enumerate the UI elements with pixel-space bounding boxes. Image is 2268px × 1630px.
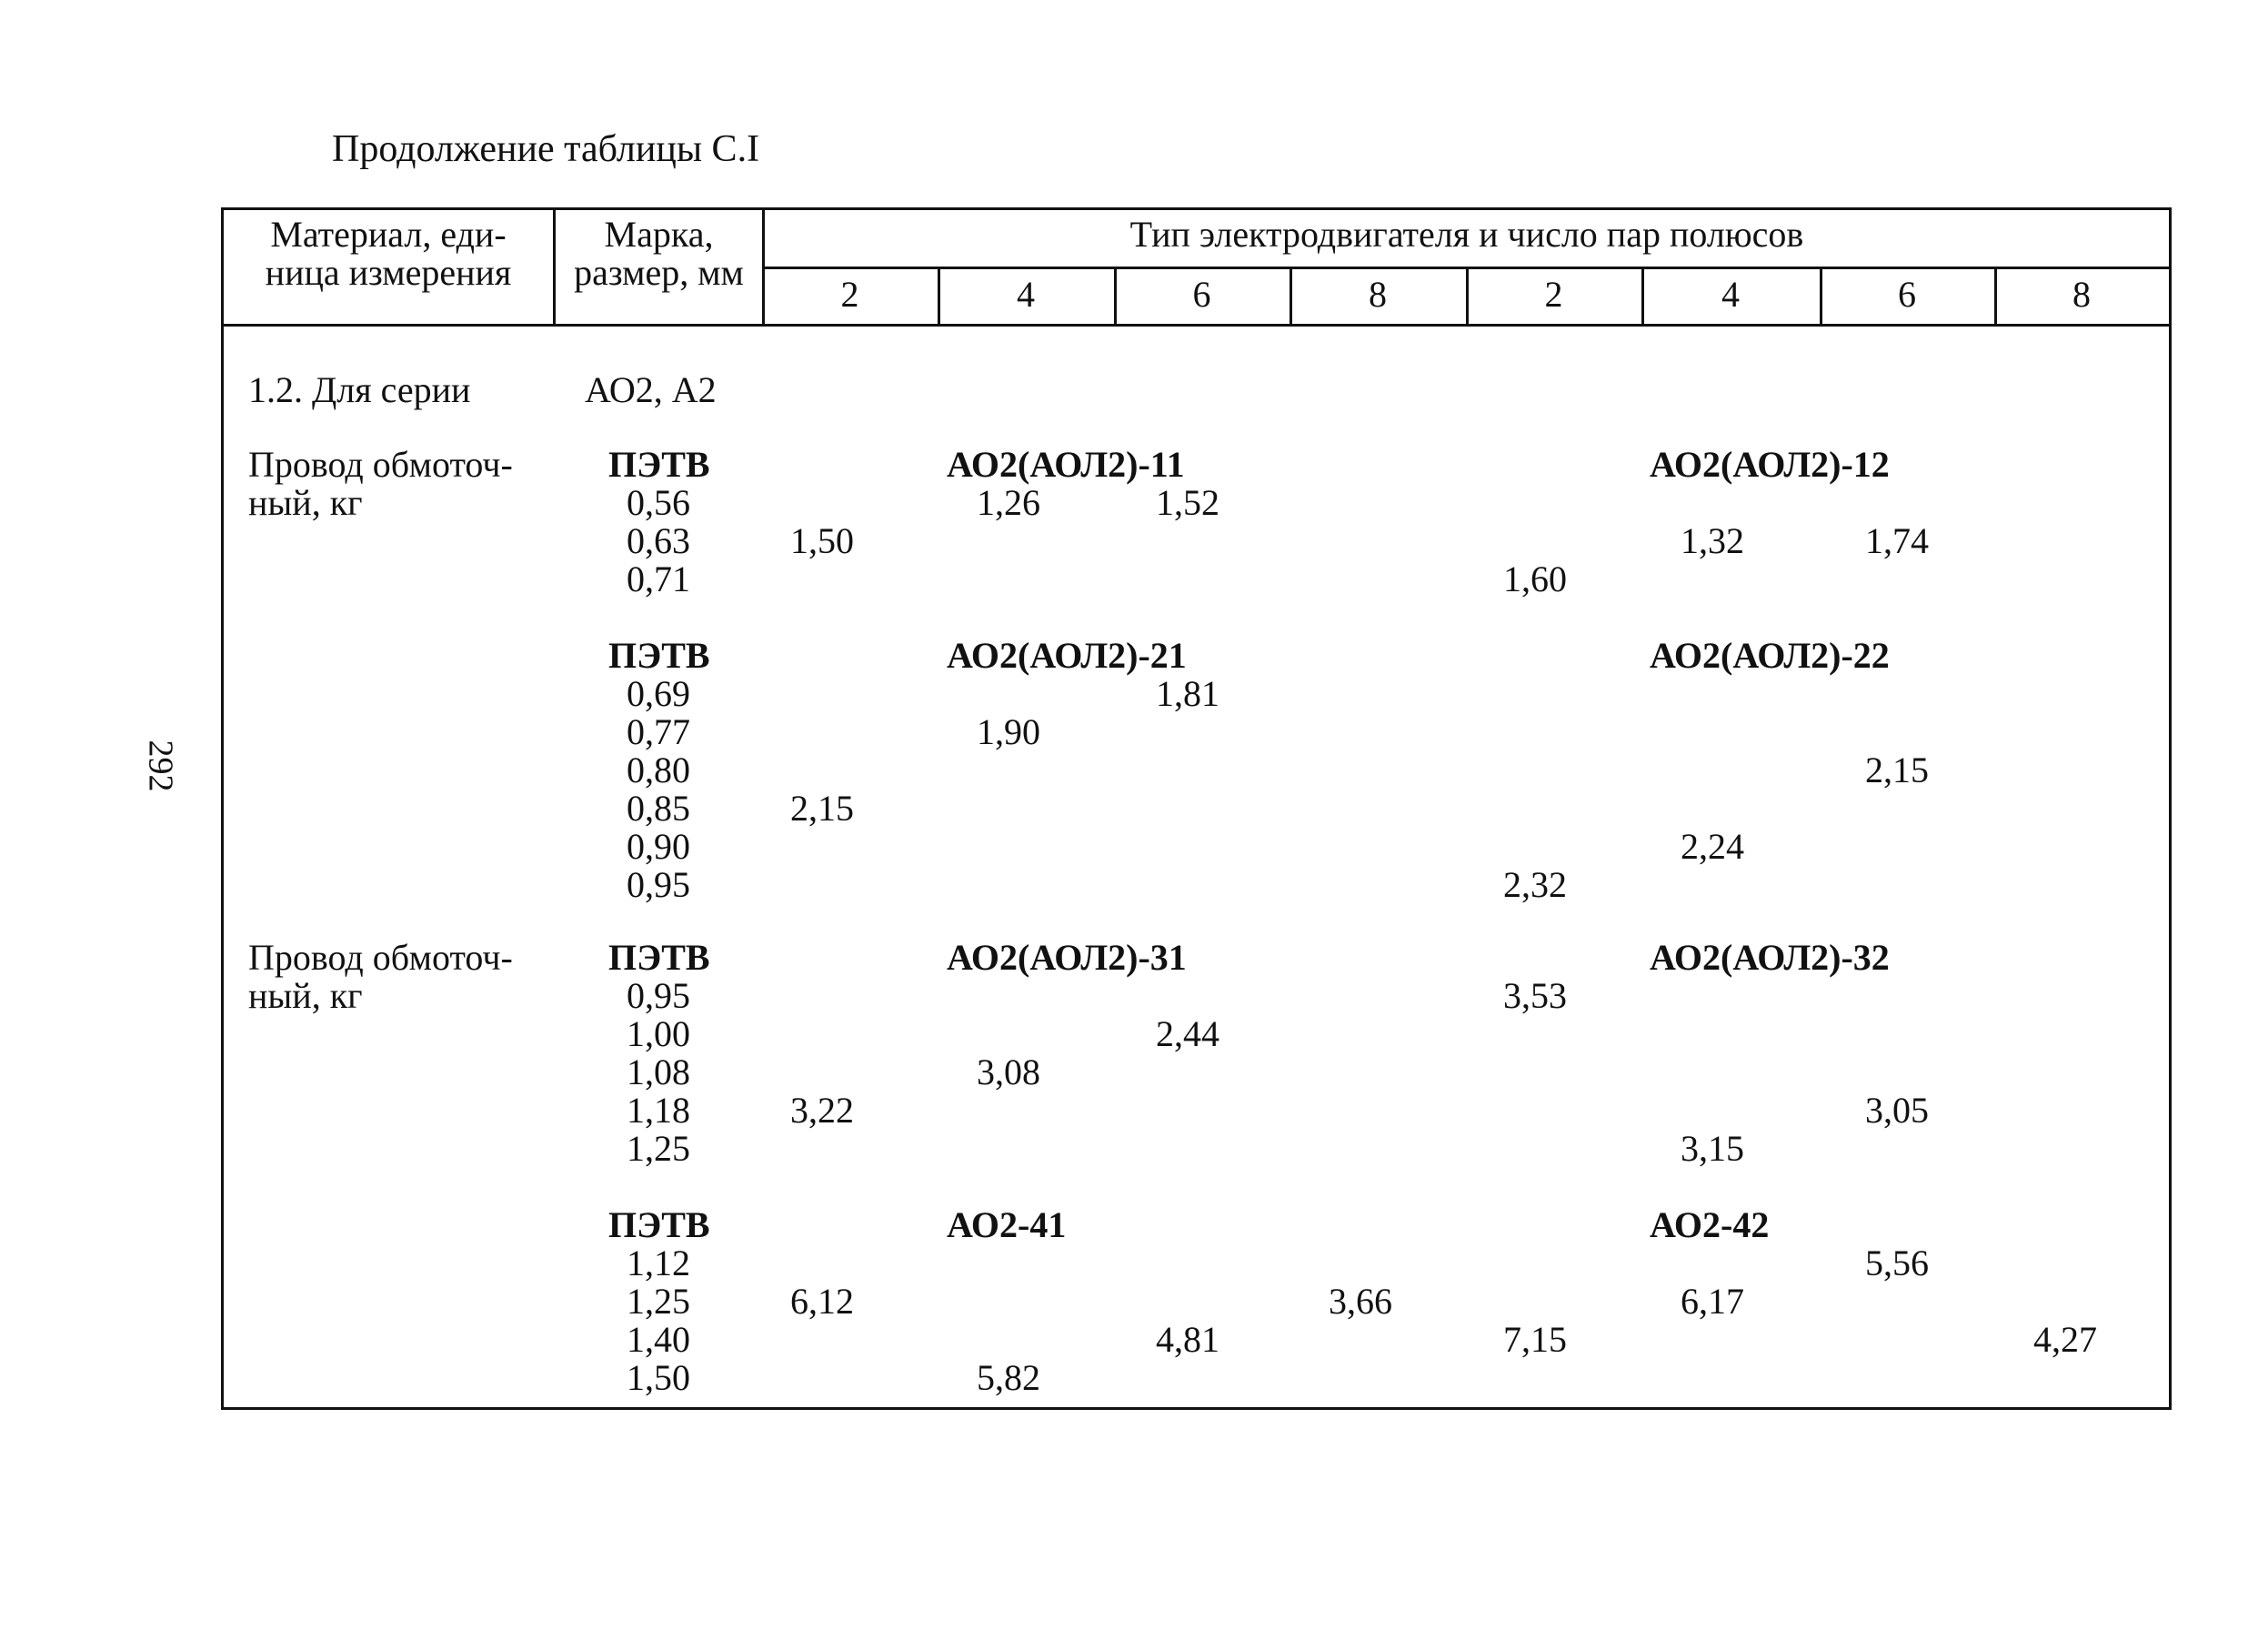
wire-size: 0,95 <box>627 975 690 1016</box>
section-series: АО2, А2 <box>585 369 717 410</box>
header-material-line2: ница измерения <box>265 252 512 293</box>
header-material <box>224 216 553 292</box>
pole-label: 8 <box>2072 274 2091 315</box>
wire-size: 1,50 <box>627 1357 690 1398</box>
brand-label: ПЭТВ <box>608 937 710 978</box>
cell-value: 2,24 <box>1681 826 1744 867</box>
wire-size: 0,90 <box>627 826 690 867</box>
pole-label: 2 <box>840 274 859 315</box>
motor-type-right: АО2(АОЛ2)-12 <box>1650 444 1890 485</box>
cell-value: 5,56 <box>1865 1243 1929 1283</box>
pole-label: 4 <box>1721 274 1740 315</box>
table-frame <box>221 207 2172 1410</box>
cell-value: 3,08 <box>977 1051 1040 1092</box>
cell-value: 3,66 <box>1329 1281 1392 1322</box>
wire-size: 0,77 <box>627 711 690 752</box>
pole-label: 6 <box>1898 274 1916 315</box>
header-brand <box>556 216 762 292</box>
wire-size: 1,25 <box>627 1281 690 1322</box>
wire-size: 1,00 <box>627 1013 690 1054</box>
header-brand-line2: размер, мм <box>574 252 744 293</box>
motor-type-left: АО2-41 <box>947 1204 1067 1245</box>
pole-label: 4 <box>1017 274 1035 315</box>
pole-label: 8 <box>1369 274 1387 315</box>
wire-size: 0,69 <box>627 673 690 714</box>
cell-value: 3,05 <box>1865 1090 1929 1131</box>
cell-value: 4,81 <box>1156 1319 1219 1360</box>
header-material-line1: Материал, еди- <box>270 214 507 255</box>
cell-value: 1,90 <box>977 711 1040 752</box>
cell-value: 2,15 <box>790 788 854 829</box>
cell-value: 1,60 <box>1503 558 1567 599</box>
cell-value: 1,32 <box>1681 520 1744 561</box>
brand-label: ПЭТВ <box>608 1204 710 1245</box>
wire-size: 1,25 <box>627 1128 690 1169</box>
cell-value: 1,50 <box>790 520 854 561</box>
wire-size: 1,08 <box>627 1051 690 1092</box>
pole-label: 6 <box>1192 274 1211 315</box>
motor-type-left: АО2(АОЛ2)-21 <box>947 635 1187 676</box>
header-brand-line1: Марка, <box>604 214 714 255</box>
wire-size: 0,80 <box>627 750 690 790</box>
wire-size: 0,63 <box>627 520 690 561</box>
motor-type-left: АО2(АОЛ2)-11 <box>947 444 1185 485</box>
cell-value: 1,52 <box>1156 482 1219 523</box>
wire-size: 0,56 <box>627 482 690 523</box>
material-line2: ный, кг <box>248 482 363 523</box>
cell-value: 1,74 <box>1865 520 1929 561</box>
table-caption: Продолжение таблицы С.I <box>332 128 760 170</box>
header-span-title: Тип электродвигателя и число пар полюсов <box>1129 214 1804 255</box>
cell-value: 4,27 <box>2033 1319 2097 1360</box>
brand-label: ПЭТВ <box>608 635 710 676</box>
wire-size: 1,18 <box>627 1090 690 1131</box>
page-number: 292 <box>141 740 180 792</box>
wire-size: 0,95 <box>627 864 690 905</box>
cell-value: 1,26 <box>977 482 1040 523</box>
wire-size: 0,85 <box>627 788 690 829</box>
material-line1: Провод обмоточ- <box>248 444 513 485</box>
pole-label: 2 <box>1544 274 1563 315</box>
wire-size: 1,12 <box>627 1243 690 1283</box>
cell-value: 5,82 <box>977 1357 1040 1398</box>
header-divider-bottom <box>224 324 2169 327</box>
cell-value: 2,44 <box>1156 1013 1219 1054</box>
cell-value: 7,15 <box>1503 1319 1567 1360</box>
cell-value: 3,15 <box>1681 1128 1744 1169</box>
cell-value: 3,53 <box>1503 975 1567 1016</box>
cell-value: 6,17 <box>1681 1281 1744 1322</box>
cell-value: 1,81 <box>1156 673 1219 714</box>
motor-type-right: АО2(АОЛ2)-32 <box>1650 937 1890 978</box>
section-label: 1.2. Для серии <box>248 369 471 410</box>
cell-value: 2,15 <box>1865 750 1929 790</box>
cell-value: 3,22 <box>790 1090 854 1131</box>
material-line1: Провод обмоточ- <box>248 937 513 978</box>
wire-size: 1,40 <box>627 1319 690 1360</box>
material-line2: ный, кг <box>248 975 363 1016</box>
wire-size: 0,71 <box>627 558 690 599</box>
cell-value: 2,32 <box>1503 864 1567 905</box>
motor-type-left: АО2(АОЛ2)-31 <box>947 937 1187 978</box>
motor-type-right: АО2-42 <box>1650 1204 1770 1245</box>
cell-value: 6,12 <box>790 1281 854 1322</box>
brand-label: ПЭТВ <box>608 444 710 485</box>
motor-type-right: АО2(АОЛ2)-22 <box>1650 635 1890 676</box>
